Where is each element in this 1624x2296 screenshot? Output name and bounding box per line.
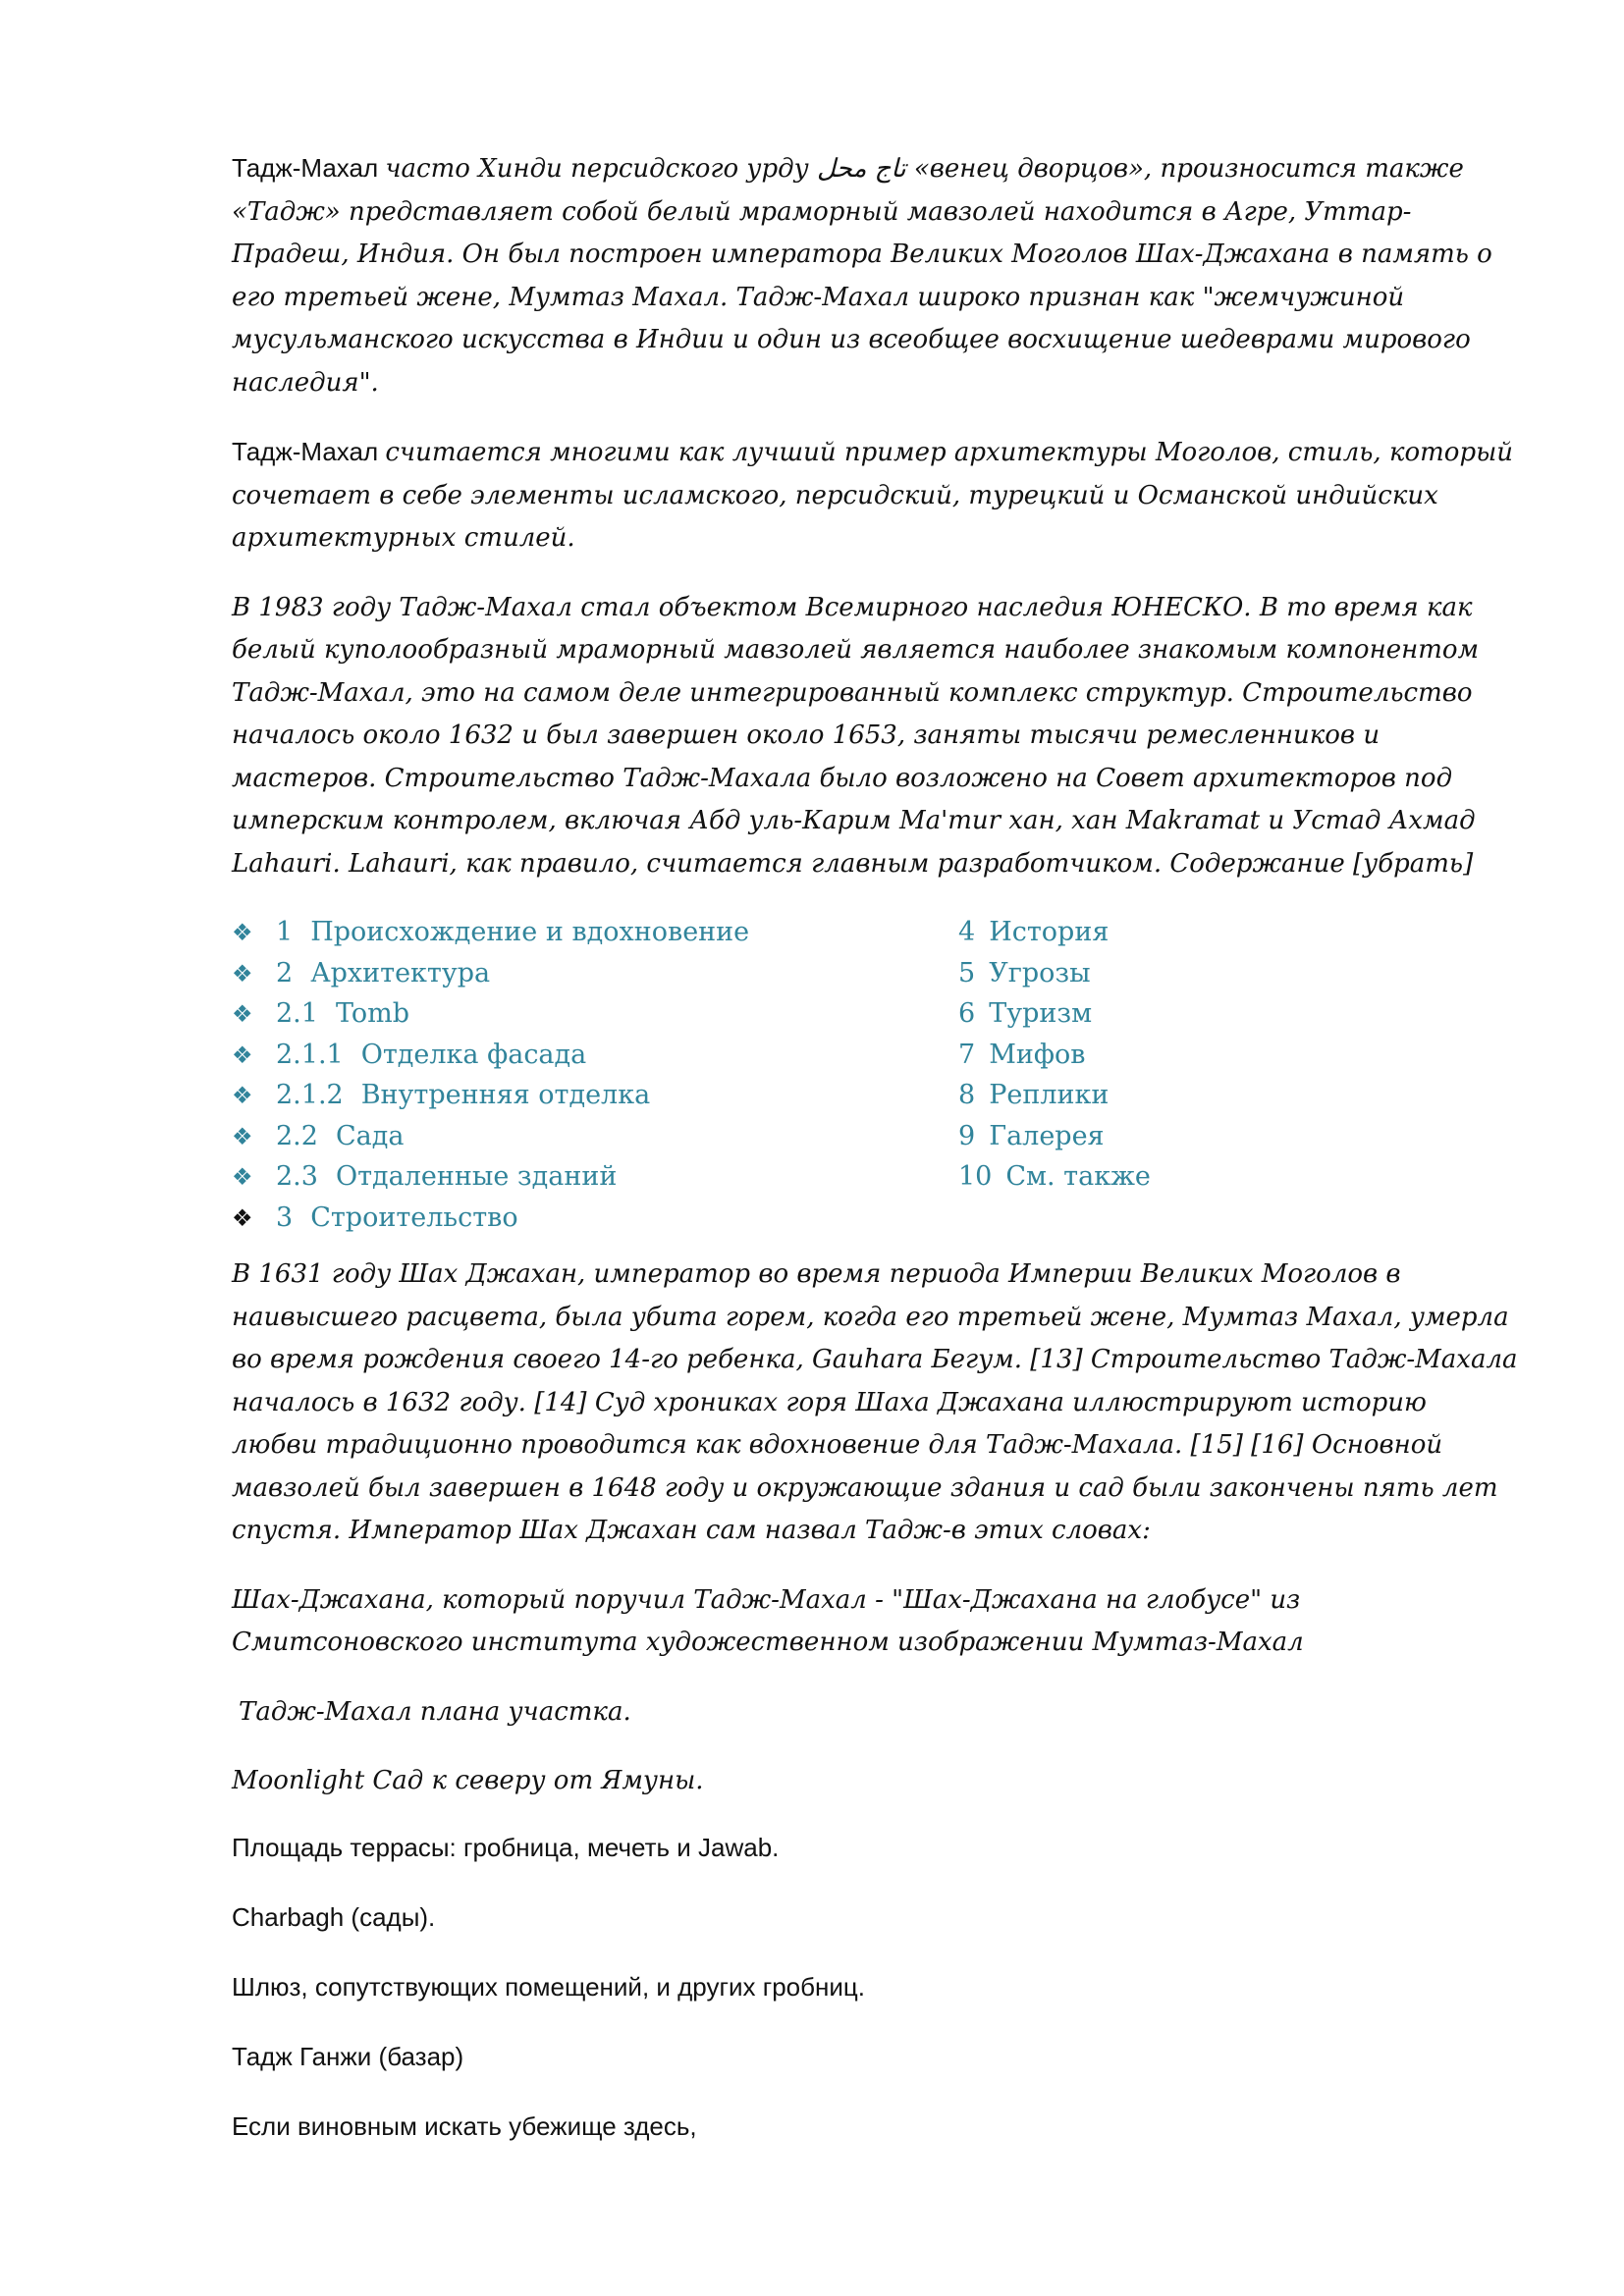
toc-item[interactable]: 9 Галерея [958,1120,1105,1151]
intro-text: часто Хинди персидского урду تاج محل «венец дворцов», произносится также «Тадж» представляет собой белый мраморный мавзолей находится в Агре, Уттар-Прадеш, Индия. Он был построен императора Великих Моголов Шах-Джахана в память о его третьей жене, Мумтаз Махал. Тадж-Махал широко признан как "жемчужиной мусульманского искусства в Индии и один из всеобщее восхищение шедеврами мирового наследия". [232,154,1492,398]
diamond-bullet-icon: ❖ [232,1082,253,1109]
unesco-paragraph: В 1983 году Тадж-Махал стал объектом Всемирного наследия ЮНЕСКО. В то время как белый куполообразный мраморный мавзолей является наиболее знакомым компонентом Тадж-Махал, это на самом деле интегрированный комплекс структур. Строительство началось около 1632 и был завершен около 1653, заняты тысячи ремесленников и мастеров. Строительство Тадж-Махала было возложено на Совет архитекторов под имперским контролем, включая Абд уль-Карим Ma'mur хан, хан Makramat и Устад Ахмад Lahauri. Lahauri, как правило, считается главным разработчиком. Содержание [убрать] [232,592,1480,879]
toc-item[interactable]: 6 Туризм [958,998,1093,1029]
diamond-bullet-icon: ❖ [232,959,253,988]
toc-item[interactable]: ❖ 2.2 Сада [232,1116,958,1157]
toc-left-column [232,912,958,1238]
style-lead: Тадж-Махал [232,437,386,466]
toc-item[interactable]: 7 Мифов [958,1039,1086,1070]
diamond-bullet-icon: ❖ [232,1041,253,1069]
diamond-bullet-icon: ❖ [232,1122,253,1150]
list-line: Площадь террасы: гробница, мечеть и Jawab. [232,1832,780,1862]
toc-item[interactable]: ❖ 2.3 Отдаленные зданий [232,1156,958,1198]
toc-item[interactable]: 8 Реплики [958,1080,1110,1110]
list-line: Если виновным искать убежище здесь, [232,2110,697,2141]
history-paragraph: В 1631 году Шах Джахан, император во время периода Империи Великих Моголов в наивысшего расцвета, была убита горем, когда его третьей жене, Мумтаз Махал, умерла во время рождения своего 14-го ребенка, Gauhara Бегум. [13] Строительство Тадж-Махала началось в 1632 году. [14] Суд хрониках горя Шаха Джахана иллюстрируют историю любви традиционно проводится как вдохновение для Тадж-Махала. [15] [16] Основной мавзолей был завершен в 1648 году и окружающие здания и сад были закончены пять лет спустя. Император Шах Джахан сам назвал Тадж-в этих словах: [232,1259,1518,1545]
toc-item[interactable]: ❖ 2.1 Tomb [232,993,958,1035]
toc-item[interactable]: ❖ 1 Происхождение и вдохновение [232,912,958,953]
list-line: Charbagh (сады). [232,1901,436,1932]
style-text: считается многими как лучший пример архитектуры Моголов, стиль, который сочетает в себе элементы исламского, персидский, турецкий и Османской индийских архитектурных стилей. [232,438,1514,553]
toc-item[interactable]: ❖ 2.1.2 Внутренняя отделка [232,1075,958,1116]
toc-item[interactable]: 5 Угрозы [958,957,1091,988]
toc-item[interactable]: 4 История [958,917,1110,947]
diamond-bullet-icon: ❖ [232,919,253,946]
toc-right-column [958,912,1151,1238]
plan-caption: Тадж-Махал плана участка. [239,1696,631,1727]
diamond-bullet-icon: ❖ [232,1163,253,1191]
intro-lead: Тадж-Махал [232,153,386,183]
portrait-caption: Шах-Джахана, который поручил Тадж-Махал - "Шах-Джахана на глобусе" из Смитсоновского института художественном изображении Мумтаз-Махал [232,1584,1304,1657]
moonlight-caption: Moonlight Сад к северу от Ямуны. [232,1766,704,1795]
style-paragraph [232,431,1518,561]
list-line: Шлюз, сопутствующих помещений, и других гробниц. [232,1971,865,2002]
diamond-bullet-icon: ❖ [232,1000,253,1028]
toc-item[interactable]: ❖ 3 Строительство [232,1198,958,1239]
intro-paragraph [232,147,1518,404]
list-line: Тадж Ганжи (базар) [232,2041,464,2071]
toc-item[interactable]: ❖ 2.1.1 Отделка фасада [232,1035,958,1076]
toc-item[interactable]: 10 См. также [958,1161,1151,1192]
table-of-contents [232,912,1518,1238]
toc-item[interactable]: ❖ 2 Архитектура [232,953,958,994]
diamond-bullet-icon: ❖ [232,1203,253,1232]
document-page [232,147,1518,2178]
